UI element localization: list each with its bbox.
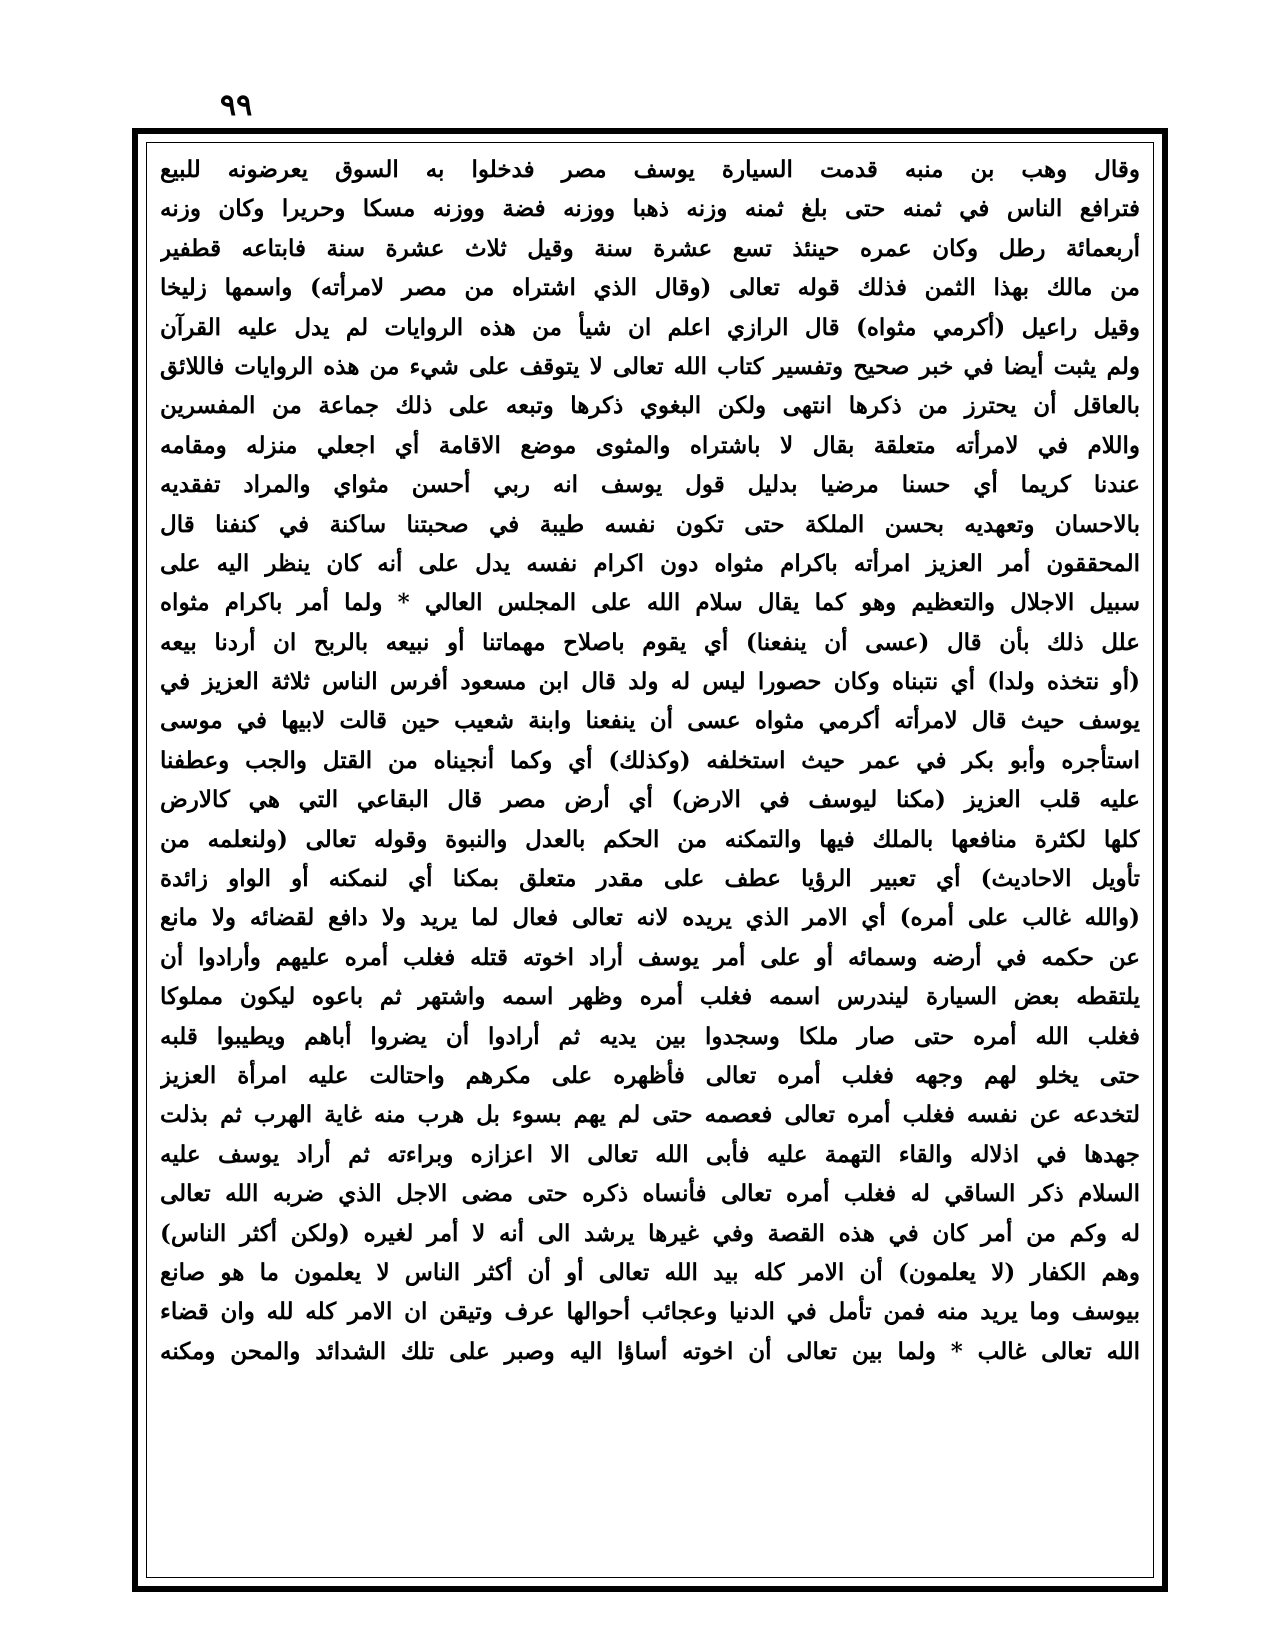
text-line: ولم يثبت أيضا في خبر صحيح وتفسير كتاب الله تعالى لا يتوقف على شيء من هذه الروايات فاللائق [160, 352, 1140, 380]
text-line: السلام ذكر الساقي له فغلب أمره تعالى فأنساه ذكره حتى مضى الاجل الذي ضربه الله تعالى [160, 1180, 1140, 1208]
text-line: وهم الكفار (لا يعلمون) أن الامر كله بيد الله تعالى أو أن أكثر الناس لا يعلمون ما هو صانع [160, 1258, 1140, 1286]
text-line: حتى يخلو لهم وجهه فغلب أمره تعالى فأظهره على مكرهم واحتالت عليه امرأة العزيز [160, 1061, 1140, 1089]
text-line: يلتقطه بعض السيارة ليندرس اسمه فغلب أمره وظهر اسمه واشتهر ثم باعوه ليكون مملوكا [160, 983, 1140, 1011]
text-line: لتخدعه عن نفسه فغلب أمره تعالى فعصمه حتى لم يهم بسوء بل هرب منه غاية الهرب ثم بذلت [160, 1101, 1140, 1129]
text-line: استأجره وأبو بكر في عمر حيث استخلفه (وكذلك) أي وكما أنجيناه من القتل والجب وعطفنا [160, 746, 1140, 774]
text-line: من مالك بهذا الثمن فذلك قوله تعالى (وقال الذي اشتراه من مصر لامرأته) واسمها زليخا [160, 274, 1140, 302]
text-line: عن حكمه في أرضه وسمائه أو على أمر يوسف أراد اخوته قتله فغلب أمره عليهم وأرادوا أن [160, 943, 1140, 971]
text-line: تأويل الاحاديث) أي تعبير الرؤيا عطف على مقدر متعلق بمكنا أي لنمكنه أو الواو زائدة [160, 865, 1140, 893]
text-line: كلها لكثرة منافعها بالملك فيها والتمكنه من الحكم بالعدل والنبوة وقوله تعالى (ولنعلمه من [160, 825, 1140, 853]
text-line: بيوسف وما يريد منه فمن تأمل في الدنيا وعجائب أحوالها عرف وتيقن ان الامر كله لله وان قضاء [160, 1298, 1140, 1326]
text-line: علل ذلك بأن قال (عسى أن ينفعنا) أي يقوم باصلاح مهماتنا أو نبيعه بالربح ان أردنا بيعه [160, 628, 1140, 656]
text-line: (أو نتخذه ولدا) أي نتبناه وكان حصورا ليس له ولد قال ابن مسعود أفرس الناس ثلاثة العزيز في [160, 668, 1140, 696]
text-line: عندنا كريما أي حسنا مرضيا بدليل قول يوسف انه ربي أحسن مثواي والمراد تفقديه [160, 471, 1140, 499]
text-line: عليه قلب العزيز (مكنا ليوسف في الارض) أي أرض مصر قال البقاعي التي هي كالارض [160, 786, 1140, 814]
text-line: يوسف حيث قال لامرأته أكرمي مثواه عسى أن ينفعنا وابنة شعيب حين قالت لابيها في موسى [160, 707, 1140, 735]
text-line: (والله غالب على أمره) أي الامر الذي يريده لانه تعالى فعال لما يريد ولا دافع لقضائه ولا مانع [160, 904, 1140, 932]
text-line: وقيل راعيل (أكرمي مثواه) قال الرازي اعلم ان شيأ من هذه الروايات لم يدل عليه القرآن [160, 313, 1140, 341]
text-line: له وكم من أمر كان في هذه القصة وفي غيرها يرشد الى أنه لا أمر لغيره (ولكن أكثر الناس) [160, 1219, 1140, 1247]
text-line: الله تعالى غالب * ولما بين تعالى أن اخوته أساؤا اليه وصبر على تلك الشدائد والمحن ومكنه [160, 1337, 1140, 1365]
body-text [160, 150, 1140, 1570]
text-line: أربعمائة رطل وكان عمره حينئذ تسع عشرة سنة وقيل ثلاث عشرة سنة فابتاعه قطفير [160, 234, 1140, 262]
page-number: ٩٩ [220, 88, 253, 123]
text-line: فغلب الله أمره حتى صار ملكا وسجدوا بين يديه ثم أرادوا أن يضروا أباهم ويطيبوا قلبه [160, 1022, 1140, 1050]
text-line: بالعاقل أن يحترز من ذكرها انتهى ولكن البغوي ذكرها وتبعه على ذلك جماعة من المفسرين [160, 392, 1140, 420]
text-line: واللام في لامرأته متعلقة بقال لا باشتراه والمثوى موضع الاقامة أي اجعلي منزله ومقامه [160, 431, 1140, 459]
text-line: فترافع الناس في ثمنه حتى بلغ ثمنه وزنه ذهبا ووزنه فضة ووزنه مسكا وحريرا وكان وزنه [160, 195, 1140, 223]
text-line: جهدها في اذلاله والقاء التهمة عليه فأبى الله تعالى الا اعزازه وبراءته ثم أراد يوسف عليه [160, 1140, 1140, 1168]
text-line: بالاحسان وتعهديه بحسن الملكة حتى تكون نفسه طيبة في صحبتنا ساكنة في كنفنا قال [160, 510, 1140, 538]
text-line: المحققون أمر العزيز امرأته باكرام مثواه دون اكرام نفسه يدل على أنه كان ينظر اليه على [160, 549, 1140, 577]
text-line: سبيل الاجلال والتعظيم وهو كما يقال سلام الله على المجلس العالي * ولما أمر باكرام مثواه [160, 589, 1140, 617]
text-line: وقال وهب بن منبه قدمت السيارة يوسف مصر فدخلوا به السوق يعرضونه للبيع [160, 156, 1140, 183]
